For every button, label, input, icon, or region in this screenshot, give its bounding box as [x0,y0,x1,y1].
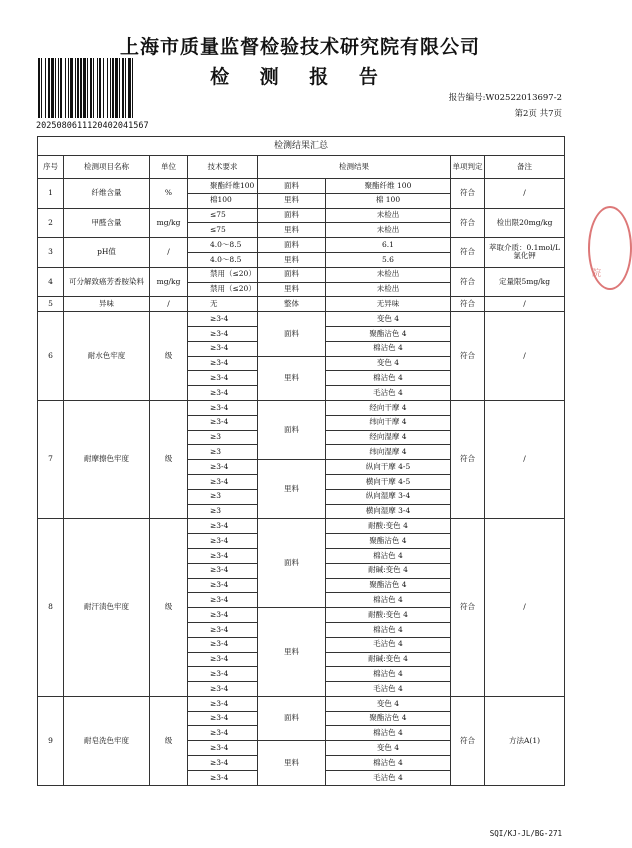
barcode-bar [93,58,94,118]
note-cell: / [485,297,565,312]
requirement-cell: ≥3-4 [188,652,258,667]
requirement-cell: 禁用（≤20） [188,282,258,297]
unit-cell: 级 [150,519,188,697]
row-number: 9 [38,696,64,785]
result-cell: 棉 100 [326,193,451,208]
requirement-cell: ≥3-4 [188,563,258,578]
barcode-bar [99,58,101,118]
barcode-bar [90,58,92,118]
requirement-cell: ≥3-4 [188,682,258,697]
row-number: 6 [38,312,64,401]
table-row [38,238,565,253]
barcode-bar [45,58,46,118]
requirement-cell: ≥3-4 [188,593,258,608]
red-seal-stamp [588,206,632,290]
result-cell: 5.6 [326,252,451,267]
result-cell: 棉沾色 4 [326,593,451,608]
requirement-cell: 禁用（≤20） [188,267,258,282]
fabric-part-cell: 里料 [258,193,326,208]
barcode-bar [97,58,98,118]
verdict-cell: 符合 [451,267,485,297]
table-row [38,519,565,534]
unit-cell: / [150,238,188,268]
table-row [38,179,565,194]
requirement-cell: ≥3 [188,489,258,504]
barcode-number: 20250806111204020415​67 [36,121,149,131]
fabric-part-cell: 里料 [258,741,326,785]
fabric-part-cell: 面料 [258,400,326,459]
result-cell: 聚酯纤维 100 [326,179,451,194]
result-cell: 未检出 [326,223,451,238]
note-cell: / [485,400,565,518]
result-cell: 棉沾色 4 [326,756,451,771]
requirement-cell: ≥3-4 [188,578,258,593]
barcode-bar [132,58,133,118]
result-cell: 变色 4 [326,741,451,756]
barcode-bar [60,58,62,118]
requirement-cell: ≥3-4 [188,667,258,682]
note-cell: 检出限20mg/kg [485,208,565,238]
fabric-part-cell: 里料 [258,608,326,697]
result-cell: 聚酯沾色 4 [326,326,451,341]
requirement-cell: ≥3-4 [188,770,258,785]
fabric-part-cell: 面料 [258,238,326,253]
result-cell: 毛沾色 4 [326,770,451,785]
requirement-cell: ≤75 [188,223,258,238]
organization-name: 上海市质量监督检验技术研究院有限公司 [119,36,480,58]
col-note: 备注 [485,156,565,179]
unit-cell: 级 [150,696,188,785]
requirement-cell: 4.0～8.5 [188,238,258,253]
footer-code: SQI/KJ-JL/BG-271 [489,829,562,838]
barcode-bar [125,58,126,118]
test-item-name: 耐汗渍色牢度 [64,519,150,697]
barcode-bar [87,58,88,118]
row-number: 5 [38,297,64,312]
test-item-name: 耐水色牢度 [64,312,150,401]
barcode-bar [119,58,120,118]
barcode-bar [107,58,108,118]
unit-cell: mg/kg [150,267,188,297]
requirement-cell: ≥3-4 [188,637,258,652]
result-cell: 经向干摩 4 [326,400,451,415]
result-cell: 变色 4 [326,312,451,327]
requirement-cell: ≥3-4 [188,415,258,430]
row-number: 3 [38,238,64,268]
requirement-cell: ≥3-4 [188,696,258,711]
result-cell: 耐酸:变色 4 [326,608,451,623]
unit-cell: 级 [150,312,188,401]
result-cell: 变色 4 [326,356,451,371]
fabric-part-cell: 面料 [258,208,326,223]
column-header-row [38,156,565,179]
result-cell: 棉沾色 4 [326,341,451,356]
barcode-bar [70,58,73,118]
barcode-bar [83,58,86,118]
unit-cell: mg/kg [150,208,188,238]
barcode-bar [128,58,131,118]
unit-cell: / [150,297,188,312]
stamp-text: 院 [592,269,602,279]
fabric-part-cell: 整体 [258,297,326,312]
test-item-name: 耐摩擦色牢度 [64,400,150,518]
result-cell: 纵向湿摩 3-4 [326,489,451,504]
requirement-cell: ≥3-4 [188,726,258,741]
requirement-cell: ≥3-4 [188,400,258,415]
unit-cell: % [150,179,188,209]
requirement-cell: ≥3-4 [188,519,258,534]
note-cell: 定量限5mg/kg [485,267,565,297]
barcode-bar [58,58,59,118]
result-cell: 6.1 [326,238,451,253]
barcode-bar [68,58,69,118]
result-cell: 纬向湿摩 4 [326,445,451,460]
test-item-name: pH值 [64,238,150,268]
verdict-cell: 符合 [451,696,485,785]
result-cell: 无异味 [326,297,451,312]
fabric-part-cell: 里料 [258,252,326,267]
result-cell: 棉沾色 4 [326,548,451,563]
result-cell: 纬向干摩 4 [326,415,451,430]
requirement-cell: 聚酯纤维100 [188,179,258,194]
result-cell: 耐碱:变色 4 [326,563,451,578]
fabric-part-cell: 面料 [258,312,326,356]
requirement-cell: ≤75 [188,208,258,223]
fabric-part-cell: 面料 [258,519,326,608]
col-unit: 单位 [150,156,188,179]
barcode-bar [41,58,42,118]
requirement-cell: 棉100 [188,193,258,208]
col-no: 序号 [38,156,64,179]
requirement-cell: ≥3-4 [188,711,258,726]
result-cell: 未检出 [326,267,451,282]
col-requirement: 技术要求 [188,156,258,179]
verdict-cell: 符合 [451,208,485,238]
barcode-bar [75,58,76,118]
requirement-cell: ≥3-4 [188,371,258,386]
col-result: 检测结果 [258,156,451,179]
barcode-bar [65,58,66,118]
requirement-cell: ≥3-4 [188,312,258,327]
note-cell: / [485,519,565,697]
result-cell: 聚酯沾色 4 [326,711,451,726]
barcode-bar [80,58,82,118]
requirement-cell: ≥3-4 [188,608,258,623]
row-number: 2 [38,208,64,238]
requirement-cell: ≥3-4 [188,534,258,549]
note-cell: / [485,179,565,209]
requirement-cell: 4.0～8.5 [188,252,258,267]
result-cell: 毛沾色 4 [326,637,451,652]
requirement-cell: ≥3-4 [188,548,258,563]
note-cell: 方法A(1) [485,696,565,785]
result-cell: 棉沾色 4 [326,667,451,682]
result-cell: 横向湿摩 3-4 [326,504,451,519]
verdict-cell: 符合 [451,238,485,268]
fabric-part-cell: 里料 [258,356,326,400]
barcode-bar [55,58,56,118]
report-number-value: W02522013697-2 [485,93,562,103]
fabric-part-cell: 里料 [258,282,326,297]
table-row [38,400,565,415]
verdict-cell: 符合 [451,312,485,401]
report-number-label: 报告编号: [448,93,486,103]
result-cell: 棉沾色 4 [326,371,451,386]
requirement-cell: ≥3-4 [188,622,258,637]
result-cell: 毛沾色 4 [326,386,451,401]
table-row [38,267,565,282]
test-item-name: 异味 [64,297,150,312]
table-row [38,208,565,223]
barcode-bar [122,58,124,118]
result-cell: 棉沾色 4 [326,726,451,741]
result-cell: 耐碱:变色 4 [326,652,451,667]
unit-cell: 级 [150,400,188,518]
note-cell: / [485,312,565,401]
requirement-cell: ≥3-4 [188,386,258,401]
barcode-bar [103,58,104,118]
result-cell: 聚酯沾色 4 [326,534,451,549]
col-item: 检测项目名称 [64,156,150,179]
requirement-cell: ≥3-4 [188,341,258,356]
table-title: 检测结果汇总 [38,137,565,156]
result-cell: 聚酯沾色 4 [326,578,451,593]
barcode-bar [112,58,114,118]
result-cell: 耐酸:变色 4 [326,519,451,534]
barcode-bar [38,58,40,118]
requirement-cell: ≥3 [188,504,258,519]
row-number: 1 [38,179,64,209]
test-item-name: 甲醛含量 [64,208,150,238]
note-cell: 萃取介质：0.1mol/L氯化钾 [485,238,565,268]
barcode-bar [48,58,50,118]
page-info: 第2页 共7页 [514,109,562,119]
row-number: 7 [38,400,64,518]
fabric-part-cell: 面料 [258,696,326,740]
barcode-bar [77,58,79,118]
requirement-cell: ≥3-4 [188,326,258,341]
result-cell: 未检出 [326,282,451,297]
result-cell: 横向干摩 4-5 [326,474,451,489]
table-row [38,297,565,312]
table-row [38,696,565,711]
test-item-name: 耐皂洗色牢度 [64,696,150,785]
requirement-cell: ≥3-4 [188,474,258,489]
requirement-cell: ≥3 [188,445,258,460]
barcode-bar [51,58,54,118]
report-number [449,91,562,103]
verdict-cell: 符合 [451,179,485,209]
verdict-cell: 符合 [451,519,485,697]
table-row [38,312,565,327]
result-cell: 经向湿摩 4 [326,430,451,445]
fabric-part-cell: 面料 [258,267,326,282]
row-number: 8 [38,519,64,697]
requirement-cell: ≥3 [188,430,258,445]
result-cell: 纵向干摩 4-5 [326,460,451,475]
requirement-cell: ≥3-4 [188,356,258,371]
result-cell: 未检出 [326,208,451,223]
results-table [37,136,565,786]
verdict-cell: 符合 [451,297,485,312]
requirement-cell: ≥3-4 [188,756,258,771]
barcode-bar [115,58,118,118]
barcode [38,58,150,118]
fabric-part-cell: 面料 [258,179,326,194]
result-cell: 毛沾色 4 [326,682,451,697]
verdict-cell: 符合 [451,400,485,518]
barcode-bar [110,58,111,118]
report-title: 检 测 报 告 [210,66,390,88]
result-cell: 棉沾色 4 [326,622,451,637]
requirement-cell: 无 [188,297,258,312]
col-verdict: 单项判定 [451,156,485,179]
test-item-name: 可分解致癌芳香胺染料 [64,267,150,297]
row-number: 4 [38,267,64,297]
fabric-part-cell: 里料 [258,223,326,238]
result-cell: 变色 4 [326,696,451,711]
requirement-cell: ≥3-4 [188,741,258,756]
requirement-cell: ≥3-4 [188,460,258,475]
test-item-name: 纤维含量 [64,179,150,209]
fabric-part-cell: 里料 [258,460,326,519]
